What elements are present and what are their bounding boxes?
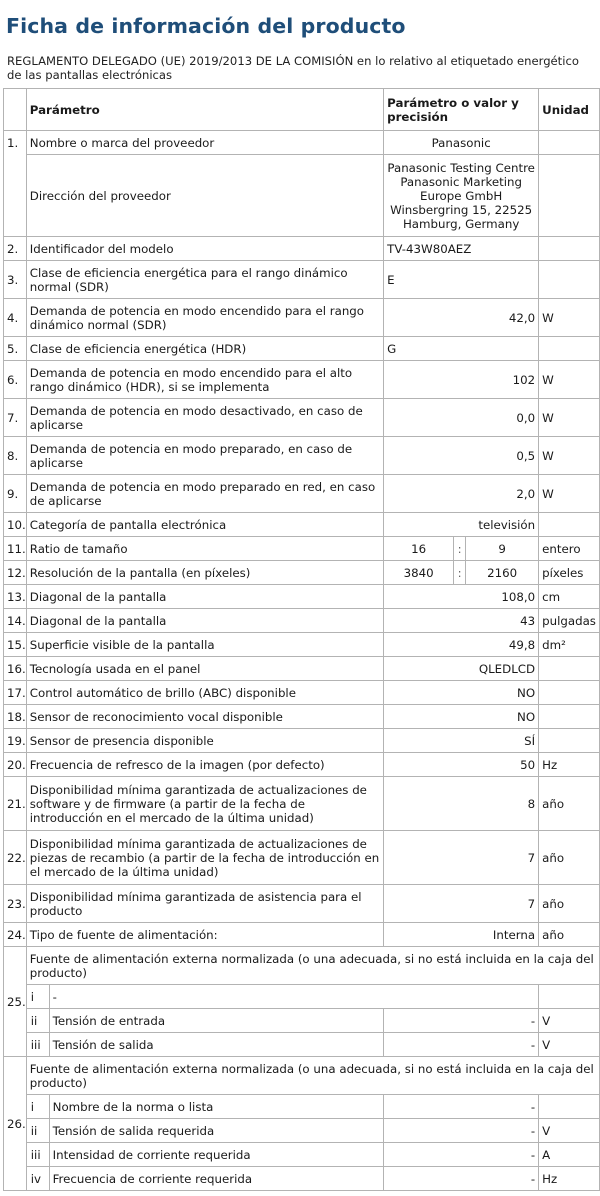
table-row xyxy=(4,261,600,299)
table-row xyxy=(4,237,600,261)
row-value: 2,0 xyxy=(384,475,539,513)
row-label: Tecnología usada en el panel xyxy=(26,657,383,681)
subrow-label: Frecuencia de corriente requerida xyxy=(49,1167,384,1191)
row-value: QLEDLCD xyxy=(384,657,539,681)
row-value: Panasonic xyxy=(384,131,539,155)
table-row xyxy=(4,753,600,777)
table-row xyxy=(4,437,600,475)
row-number: 5. xyxy=(4,337,27,361)
page-title: Ficha de información del producto xyxy=(6,14,406,38)
header-value: Parámetro o valor y precisión xyxy=(384,89,539,131)
subrow-label: Intensidad de corriente requerida xyxy=(49,1143,384,1167)
row-number: 19. xyxy=(4,729,27,753)
product-info-table xyxy=(3,88,600,1191)
table-subrow xyxy=(4,1143,600,1167)
subrow-value: - xyxy=(384,1033,539,1057)
supplier-address xyxy=(384,155,539,237)
row-unit: año xyxy=(539,777,600,831)
row-unit: entero xyxy=(539,537,600,561)
ratio-width: 16 xyxy=(384,537,454,561)
subrow-index: ii xyxy=(26,1119,49,1143)
table-row xyxy=(4,475,600,513)
row-label: Demanda de potencia en modo encendido para el rango dinámico normal (SDR) xyxy=(26,299,383,337)
address-line: Panasonic Testing Centre xyxy=(387,160,535,175)
row-label: Frecuencia de refresco de la imagen (por defecto) xyxy=(26,753,383,777)
row-unit: pulgadas xyxy=(539,609,600,633)
subrow-index: i xyxy=(26,985,49,1009)
row-unit: año xyxy=(539,831,600,885)
row-label: Sensor de reconocimiento vocal disponible xyxy=(26,705,383,729)
row-number: 24. xyxy=(4,923,27,947)
row-number: 26. xyxy=(4,1057,27,1191)
row-unit xyxy=(539,131,600,155)
row-label: Nombre o marca del proveedor xyxy=(26,131,383,155)
table-row xyxy=(4,299,600,337)
subrow-index: i xyxy=(26,1095,49,1119)
row-unit xyxy=(539,681,600,705)
subrow-unit: V xyxy=(539,1119,600,1143)
table-row xyxy=(4,131,600,155)
subrow-label: Tensión de entrada xyxy=(49,1009,384,1033)
table-row xyxy=(4,657,600,681)
row-label: Disponibilidad mínima garantizada de actualizaciones de software y de firmware (a partir de la fecha de introducción en el mercado de la última unidad) xyxy=(26,777,383,831)
table-row xyxy=(4,561,600,585)
row-label: Superficie visible de la pantalla xyxy=(26,633,383,657)
row-unit xyxy=(539,237,600,261)
row-value: 102 xyxy=(384,361,539,399)
row-value: NO xyxy=(384,705,539,729)
row-number: 20. xyxy=(4,753,27,777)
row-number: 14. xyxy=(4,609,27,633)
subrow-value: - xyxy=(384,1167,539,1191)
table-row xyxy=(4,923,600,947)
subrow-unit: V xyxy=(539,1033,600,1057)
subrow-label: Tensión de salida requerida xyxy=(49,1119,384,1143)
row-unit: píxeles xyxy=(539,561,600,585)
resolution-width: 3840 xyxy=(384,561,454,585)
subrow-value: - xyxy=(384,1095,539,1119)
ratio-height: 9 xyxy=(466,537,539,561)
subrow-unit: V xyxy=(539,1009,600,1033)
row-number: 22. xyxy=(4,831,27,885)
row-value: 0,0 xyxy=(384,399,539,437)
row-label: Clase de eficiencia energética para el rango dinámico normal (SDR) xyxy=(26,261,383,299)
resolution-height: 2160 xyxy=(466,561,539,585)
row-unit: W xyxy=(539,437,600,475)
row-unit xyxy=(539,657,600,681)
subrow-value: - xyxy=(384,1143,539,1167)
row-number: 8. xyxy=(4,437,27,475)
row-number: 12. xyxy=(4,561,27,585)
address-line: Winsbergring 15, 22525 xyxy=(390,202,533,217)
row-value: Interna xyxy=(384,923,539,947)
row-label: Tipo de fuente de alimentación: xyxy=(26,923,383,947)
table-row xyxy=(4,513,600,537)
row-value: 108,0 xyxy=(384,585,539,609)
row-label: Identificador del modelo xyxy=(26,237,383,261)
row-value: 43 xyxy=(384,609,539,633)
resolution-separator: : xyxy=(454,561,466,585)
row-number: 25. xyxy=(4,947,27,1057)
row-unit xyxy=(539,729,600,753)
table-subrow xyxy=(4,1009,600,1033)
row-unit xyxy=(539,705,600,729)
row-label: Disponibilidad mínima garantizada de actualizaciones de piezas de recambio (a partir de la fecha de introducción en el mercado de la última unidad) xyxy=(26,831,383,885)
row-label: Demanda de potencia en modo encendido para el alto rango dinámico (HDR), si se implementa xyxy=(26,361,383,399)
row-number: 11. xyxy=(4,537,27,561)
row-number: 3. xyxy=(4,261,27,299)
row-number: 7. xyxy=(4,399,27,437)
address-line: Europe GmbH xyxy=(420,188,503,203)
row-value: televisión xyxy=(384,513,539,537)
row-number: 15. xyxy=(4,633,27,657)
table-subrow xyxy=(4,1095,600,1119)
subrow-index: iv xyxy=(26,1167,49,1191)
subrow-unit: Hz xyxy=(539,1167,600,1191)
row-value: SÍ xyxy=(384,729,539,753)
subrow-value: - xyxy=(384,1119,539,1143)
row-label: Diagonal de la pantalla xyxy=(26,609,383,633)
row-value: 49,8 xyxy=(384,633,539,657)
subrow-unit xyxy=(539,1095,600,1119)
row-label: Categoría de pantalla electrónica xyxy=(26,513,383,537)
table-row xyxy=(4,885,600,923)
table-row xyxy=(4,705,600,729)
row-number: 16. xyxy=(4,657,27,681)
subrow-index: iii xyxy=(26,1143,49,1167)
subrow-unit: A xyxy=(539,1143,600,1167)
row-number: 4. xyxy=(4,299,27,337)
row-unit: año xyxy=(539,885,600,923)
subrow-label: Nombre de la norma o lista xyxy=(49,1095,384,1119)
header-unit: Unidad xyxy=(539,89,600,131)
row-value: 7 xyxy=(384,885,539,923)
row-label: Demanda de potencia en modo preparado en red, en caso de aplicarse xyxy=(26,475,383,513)
subrow-index: ii xyxy=(26,1009,49,1033)
row-unit: cm xyxy=(539,585,600,609)
row-label: Diagonal de la pantalla xyxy=(26,585,383,609)
table-row xyxy=(4,681,600,705)
row-unit: W xyxy=(539,475,600,513)
ratio-separator: : xyxy=(454,537,466,561)
row-unit: dm² xyxy=(539,633,600,657)
row-number: 18. xyxy=(4,705,27,729)
address-line: Panasonic Marketing xyxy=(400,174,522,189)
row-number: 9. xyxy=(4,475,27,513)
row-unit: año xyxy=(539,923,600,947)
table-subrow xyxy=(4,1119,600,1143)
row-number: 23. xyxy=(4,885,27,923)
row-label: Demanda de potencia en modo preparado, en caso de aplicarse xyxy=(26,437,383,475)
row-value: 0,5 xyxy=(384,437,539,475)
row-value: 8 xyxy=(384,777,539,831)
row-unit xyxy=(539,513,600,537)
table-row xyxy=(4,729,600,753)
row-label: Fuente de alimentación externa normalizada (o una adecuada, si no está incluida en la caja del producto) xyxy=(26,1057,599,1095)
subrow-index: iii xyxy=(26,1033,49,1057)
row-number xyxy=(4,155,27,237)
row-label: Control automático de brillo (ABC) disponible xyxy=(26,681,383,705)
row-number: 1. xyxy=(4,131,27,155)
subrow-unit xyxy=(539,985,600,1009)
row-label: Clase de eficiencia energética (HDR) xyxy=(26,337,383,361)
table-subrow xyxy=(4,1033,600,1057)
table-row xyxy=(4,633,600,657)
row-value: G xyxy=(384,337,539,361)
row-unit xyxy=(539,261,600,299)
row-value: 50 xyxy=(384,753,539,777)
table-row xyxy=(4,947,600,985)
row-value: NO xyxy=(384,681,539,705)
row-label: Demanda de potencia en modo desactivado, en caso de aplicarse xyxy=(26,399,383,437)
table-row xyxy=(4,337,600,361)
regulation-subtitle: REGLAMENTO DELEGADO (UE) 2019/2013 DE LA COMISIÓN en lo relativo al etiquetado energético de las pantallas electrónicas xyxy=(7,54,579,82)
row-label: Disponibilidad mínima garantizada de asistencia para el producto xyxy=(26,885,383,923)
row-label: Dirección del proveedor xyxy=(26,155,383,237)
row-value: 7 xyxy=(384,831,539,885)
row-label: Fuente de alimentación externa normalizada (o una adecuada, si no está incluida en la caja del producto) xyxy=(26,947,599,985)
row-label: Resolución de la pantalla (en píxeles) xyxy=(26,561,383,585)
row-number: 2. xyxy=(4,237,27,261)
row-label: Ratio de tamaño xyxy=(26,537,383,561)
row-value: TV-43W80AEZ xyxy=(384,237,539,261)
row-unit: W xyxy=(539,399,600,437)
row-number: 13. xyxy=(4,585,27,609)
row-number: 17. xyxy=(4,681,27,705)
table-subrow xyxy=(4,985,600,1009)
table-row xyxy=(4,609,600,633)
row-unit: W xyxy=(539,361,600,399)
row-number: 10. xyxy=(4,513,27,537)
row-value: E xyxy=(384,261,539,299)
table-header-row xyxy=(4,89,600,131)
row-unit: Hz xyxy=(539,753,600,777)
table-row xyxy=(4,585,600,609)
row-value: 42,0 xyxy=(384,299,539,337)
address-line: Hamburg, Germany xyxy=(402,216,520,231)
row-unit xyxy=(539,337,600,361)
table-row xyxy=(4,777,600,831)
row-number: 6. xyxy=(4,361,27,399)
subrow-label: - xyxy=(49,985,539,1009)
row-number: 21. xyxy=(4,777,27,831)
subrow-label: Tensión de salida xyxy=(49,1033,384,1057)
table-row xyxy=(4,537,600,561)
subrow-value: - xyxy=(384,1009,539,1033)
header-num-cell xyxy=(4,89,27,131)
table-row xyxy=(4,155,600,237)
row-unit: W xyxy=(539,299,600,337)
table-row xyxy=(4,831,600,885)
table-row xyxy=(4,361,600,399)
header-parameter: Parámetro xyxy=(26,89,383,131)
table-subrow xyxy=(4,1167,600,1191)
row-label: Sensor de presencia disponible xyxy=(26,729,383,753)
row-unit xyxy=(539,155,600,237)
table-row xyxy=(4,1057,600,1095)
table-row xyxy=(4,399,600,437)
